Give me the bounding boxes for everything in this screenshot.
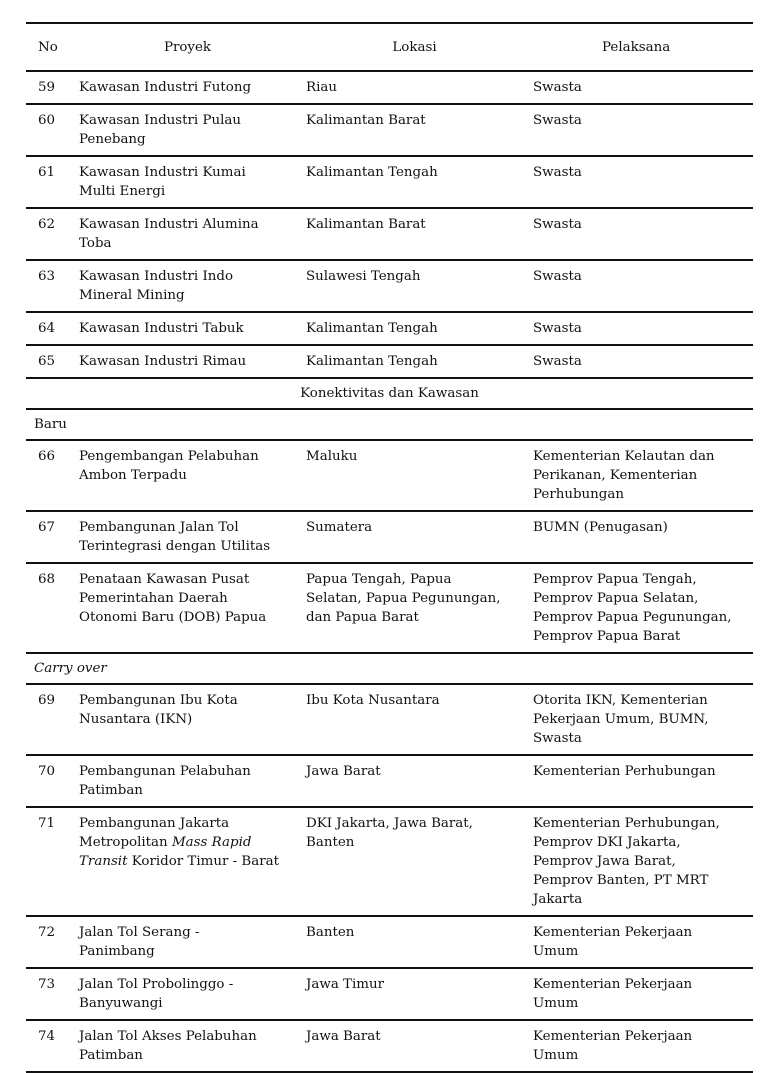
pelaksana-cell-line: Kementerian Perhubungan: [533, 764, 716, 779]
proyek-cell: [74, 156, 301, 208]
proyek-cell-line: Kawasan Industri Alumina: [79, 217, 259, 232]
pelaksana-cell-line: BUMN (Penugasan): [533, 520, 668, 535]
proyek-cell-line: Penebang: [79, 132, 146, 147]
lokasi-cell-line: Sulawesi Tengah: [306, 269, 421, 284]
table-row: [26, 755, 753, 807]
pelaksana-cell: [528, 71, 753, 104]
lokasi-cell: [301, 312, 528, 345]
row-number: 73: [38, 977, 56, 992]
lokasi-cell: [301, 968, 528, 1020]
lokasi-cell-line: Kalimantan Tengah: [306, 321, 438, 336]
proyek-italic: Transit: [79, 854, 128, 869]
proyek-line: Pembangunan Jakarta: [79, 816, 230, 831]
proyek-cell: [74, 684, 301, 755]
lokasi-cell: [301, 440, 528, 511]
pelaksana-cell: [528, 916, 753, 968]
row-number: 61: [38, 165, 56, 180]
proyek-cell-line: Kawasan Industri Futong: [79, 80, 252, 95]
row-number: 59: [38, 80, 56, 95]
proyek-cell-line: Pembangunan Ibu Kota: [79, 693, 238, 708]
pelaksana-cell: [528, 807, 753, 916]
table-row: [26, 563, 753, 653]
lokasi-cell: [301, 71, 528, 104]
table-row: [26, 208, 753, 260]
proyek-cell-line: Kawasan Industri Rimau: [79, 354, 247, 369]
proyek-cell-line: Pengembangan Pelabuhan: [79, 449, 259, 464]
lokasi-cell-line: Riau: [306, 80, 337, 95]
pelaksana-cell-line: Kementerian Pekerjaan: [533, 925, 693, 940]
row-number: 68: [38, 572, 56, 587]
row-number: 65: [38, 354, 56, 369]
lokasi-cell-line: Jawa Timur: [306, 977, 384, 992]
proyek-cell-line: Pembangunan Pelabuhan: [79, 764, 251, 779]
lokasi-cell-line: Sumatera: [306, 520, 373, 535]
proyek-cell-line: Jalan Tol Serang -: [79, 925, 200, 940]
lokasi-cell-line: Banten: [306, 835, 355, 850]
lokasi-cell: [301, 563, 528, 653]
table-row: [26, 807, 753, 916]
pelaksana-cell-line: Swasta: [533, 165, 582, 180]
proyek-cell-line: Jalan Tol Probolinggo -: [79, 977, 234, 992]
row-number: 63: [38, 269, 56, 284]
proyek-cell: [74, 916, 301, 968]
proyek-italic: Mass Rapid: [171, 835, 252, 850]
proyek-cell: [74, 968, 301, 1020]
proyek-cell-line: Pemerintahan Daerah: [79, 591, 228, 606]
proyek-cell-line: Toba: [79, 236, 112, 251]
table-row: [26, 104, 753, 156]
lokasi-cell: [301, 104, 528, 156]
proyek-cell-line: Multi Energi: [79, 184, 166, 199]
header-no: No: [38, 39, 58, 55]
pelaksana-cell-line: Kementerian Pekerjaan: [533, 977, 693, 992]
proyek-cell-line: Otonomi Baru (DOB) Papua: [79, 610, 267, 625]
pelaksana-cell-line: Pekerjaan Umum, BUMN,: [533, 712, 709, 727]
proyek-line: [79, 852, 297, 871]
proyek-cell-line: Patimban: [79, 1048, 143, 1063]
section-row: [26, 378, 753, 409]
lokasi-cell-line: Maluku: [306, 449, 358, 464]
proyek-cell-line: Terintegrasi dengan Utilitas: [79, 539, 271, 554]
group-label-baru: Baru: [34, 417, 67, 432]
proyek-cell-line: Panimbang: [79, 944, 155, 959]
proyek-cell: [74, 755, 301, 807]
pelaksana-cell-line: Otorita IKN, Kementerian: [533, 693, 708, 708]
pelaksana-cell: [528, 440, 753, 511]
pelaksana-cell-line: Pemprov Banten, PT MRT: [533, 873, 709, 888]
table-row: [26, 684, 753, 755]
lokasi-cell: [301, 208, 528, 260]
pelaksana-cell-line: Jakarta: [533, 892, 583, 907]
pelaksana-cell: [528, 260, 753, 312]
lokasi-cell: [301, 1020, 528, 1072]
pelaksana-cell: [528, 1020, 753, 1072]
lokasi-cell-line: Selatan, Papua Pegunungan,: [306, 591, 501, 606]
pelaksana-cell: [528, 684, 753, 755]
proyek-cell-line: Penataan Kawasan Pusat: [79, 572, 250, 587]
pelaksana-cell-line: Perikanan, Kementerian: [533, 468, 698, 483]
table-row: [26, 71, 753, 104]
pelaksana-cell-line: Swasta: [533, 321, 582, 336]
table-row: [26, 345, 753, 378]
pelaksana-cell-line: Swasta: [533, 731, 582, 746]
pelaksana-cell: [528, 104, 753, 156]
pelaksana-cell-line: Kementerian Kelautan dan: [533, 449, 715, 464]
row-number: 72: [38, 925, 56, 940]
lokasi-cell-line: dan Papua Barat: [306, 610, 419, 625]
pelaksana-cell-line: Umum: [533, 944, 579, 959]
pelaksana-cell: [528, 156, 753, 208]
pelaksana-cell-line: Swasta: [533, 269, 582, 284]
table-row: [26, 511, 753, 563]
proyek-line: [79, 814, 297, 833]
proyek-cell-line: Mineral Mining: [79, 288, 185, 303]
page-mark: [0, 0, 771, 8]
proyek-cell: [74, 440, 301, 511]
pelaksana-cell-line: Pemprov Papua Pegunungan,: [533, 610, 732, 625]
proyek-cell: [74, 511, 301, 563]
lokasi-cell: [301, 156, 528, 208]
pelaksana-cell-line: Swasta: [533, 217, 582, 232]
pelaksana-cell-line: Swasta: [533, 354, 582, 369]
pelaksana-cell-line: Kementerian Perhubungan,: [533, 816, 720, 831]
lokasi-cell: [301, 260, 528, 312]
row-number: 60: [38, 113, 56, 128]
proyek-cell-line: Kawasan Industri Tabuk: [79, 321, 244, 336]
lokasi-cell-line: DKI Jakarta, Jawa Barat,: [306, 816, 473, 831]
lokasi-cell: [301, 807, 528, 916]
pelaksana-cell-line: Pemprov Jawa Barat,: [533, 854, 676, 869]
pelaksana-cell: [528, 968, 753, 1020]
lokasi-cell: [301, 511, 528, 563]
lokasi-cell-line: Jawa Barat: [306, 764, 381, 779]
proyek-cell: [74, 208, 301, 260]
lokasi-cell-line: Jawa Barat: [306, 1029, 381, 1044]
proyek-cell-line: Ambon Terpadu: [79, 468, 187, 483]
row-number: 62: [38, 217, 56, 232]
proyek-cell-line: Kawasan Industri Pulau: [79, 113, 241, 128]
lokasi-cell-line: Kalimantan Barat: [306, 113, 426, 128]
header-lokasi: Lokasi: [392, 39, 437, 55]
table-row: [26, 916, 753, 968]
lokasi-cell-line: Kalimantan Barat: [306, 217, 426, 232]
proyek-cell-line: Pembangunan Jalan Tol: [79, 520, 239, 535]
row-number: 66: [38, 449, 56, 464]
lokasi-cell-line: Papua Tengah, Papua: [306, 572, 452, 587]
lokasi-cell: [301, 345, 528, 378]
pelaksana-cell: [528, 755, 753, 807]
pelaksana-cell-line: Swasta: [533, 80, 582, 95]
header-pelaksana: Pelaksana: [602, 39, 671, 55]
pelaksana-cell-line: Pemprov Papua Selatan,: [533, 591, 699, 606]
table-row: [26, 440, 753, 511]
rows-carry-over: [26, 684, 753, 1072]
rows-baru: [26, 440, 753, 653]
proyek-cell-line: Kawasan Industri Indo: [79, 269, 234, 284]
proyek-cell-line: Jalan Tol Akses Pelabuhan: [79, 1029, 257, 1044]
proyek-cell: [74, 807, 301, 916]
section-title: Konektivitas dan Kawasan: [300, 386, 479, 401]
group-row-carry-over: [26, 653, 753, 684]
proyek-cell: [74, 345, 301, 378]
lokasi-cell-line: Kalimantan Tengah: [306, 354, 438, 369]
pelaksana-cell-line: Umum: [533, 1048, 579, 1063]
proyek-cell: [74, 104, 301, 156]
pelaksana-cell-line: Pemprov DKI Jakarta,: [533, 835, 681, 850]
pelaksana-cell: [528, 563, 753, 653]
pelaksana-cell: [528, 208, 753, 260]
lokasi-cell: [301, 684, 528, 755]
rows-industri: [26, 71, 753, 378]
row-number: 67: [38, 520, 56, 535]
pelaksana-cell-line: Perhubungan: [533, 487, 624, 502]
proyek-cell: [74, 71, 301, 104]
table-row: [26, 1020, 753, 1072]
pelaksana-cell: [528, 312, 753, 345]
pelaksana-cell-line: Pemprov Papua Barat: [533, 629, 681, 644]
proyek-cell: [74, 312, 301, 345]
pelaksana-cell-line: Umum: [533, 996, 579, 1011]
proyek-cell-line: Banyuwangi: [79, 996, 163, 1011]
header-proyek: Proyek: [163, 39, 212, 55]
proyek-text: Metropolitan: [79, 835, 172, 850]
table-row: [26, 156, 753, 208]
pelaksana-cell-line: Swasta: [533, 113, 582, 128]
group-label-carry-over: Carry over: [34, 661, 107, 676]
proyek-cell-line: Patimban: [79, 783, 143, 798]
pelaksana-cell-line: Kementerian Pekerjaan: [533, 1029, 693, 1044]
pelaksana-cell: [528, 345, 753, 378]
proyek-cell-line: Kawasan Industri Kumai: [79, 165, 246, 180]
table-row: [26, 260, 753, 312]
lokasi-cell: [301, 916, 528, 968]
group-row-baru: [26, 409, 753, 440]
proyek-cell: [74, 260, 301, 312]
proyek-cell: [74, 563, 301, 653]
table-row: [26, 312, 753, 345]
pelaksana-cell-line: Pemprov Papua Tengah,: [533, 572, 697, 587]
row-number: 69: [38, 693, 56, 708]
row-number: 74: [38, 1029, 56, 1044]
row-number: 71: [38, 816, 56, 831]
header-row: [26, 23, 753, 71]
lokasi-cell-line: Kalimantan Tengah: [306, 165, 438, 180]
proyek-cell: [74, 1020, 301, 1072]
proyek-line: [79, 833, 297, 852]
project-table: [26, 22, 753, 1073]
proyek-cell-line: Nusantara (IKN): [79, 712, 193, 727]
pelaksana-cell: [528, 511, 753, 563]
lokasi-cell: [301, 755, 528, 807]
proyek-text: Koridor Timur - Barat: [127, 854, 279, 869]
lokasi-cell-line: Banten: [306, 925, 355, 940]
row-number: 64: [38, 321, 56, 336]
lokasi-cell-line: Ibu Kota Nusantara: [306, 693, 440, 708]
row-number: 70: [38, 764, 56, 779]
table-row: [26, 968, 753, 1020]
